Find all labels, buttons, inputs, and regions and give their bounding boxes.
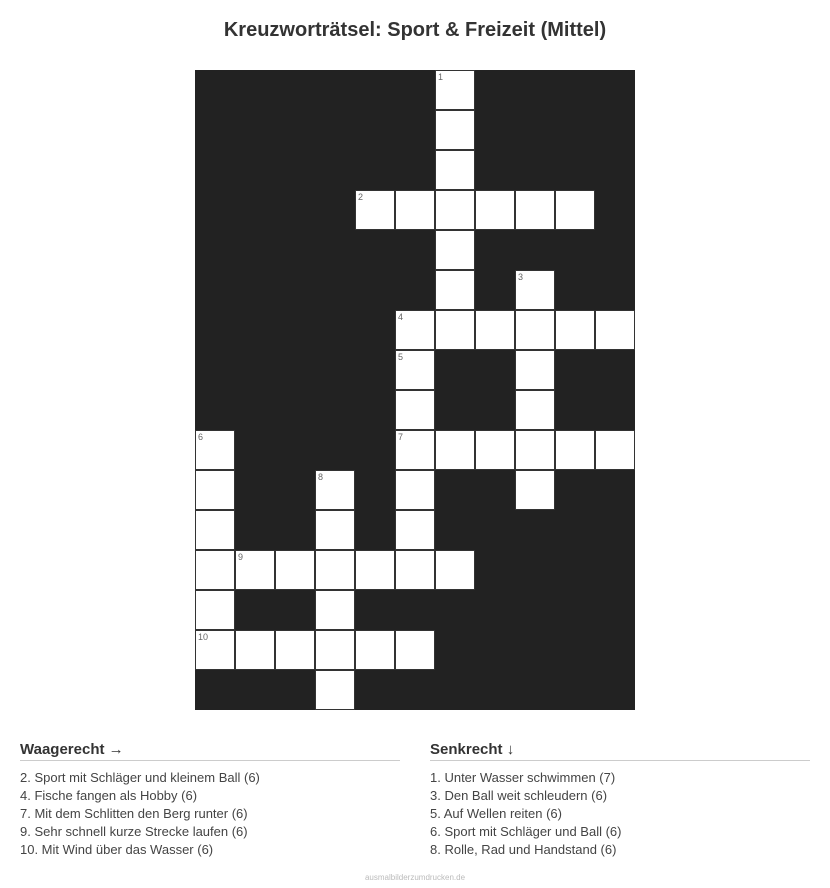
grid-cell[interactable]	[555, 190, 595, 230]
grid-cell[interactable]	[195, 630, 235, 670]
grid-cell[interactable]	[395, 550, 435, 590]
grid-cell[interactable]	[555, 310, 595, 350]
across-heading: Waagerecht →	[20, 741, 400, 761]
grid-cell[interactable]	[435, 270, 475, 310]
grid-cell[interactable]	[515, 310, 555, 350]
across-clues	[20, 741, 400, 859]
crossword-grid	[195, 70, 635, 710]
puzzle-title: Kreuzworträtsel: Sport & Freizeit (Mittel)	[223, 19, 607, 41]
grid-cell[interactable]	[475, 190, 515, 230]
grid-cell[interactable]	[315, 510, 355, 550]
clue-number: 9	[238, 552, 244, 562]
clue-number: 5	[398, 352, 404, 362]
clue-item: 4. Fische fangen als Hobby (6)	[20, 788, 198, 803]
grid-cell[interactable]	[435, 230, 475, 270]
grid-cell[interactable]	[395, 350, 435, 390]
grid-cell[interactable]	[395, 310, 435, 350]
grid-cell[interactable]	[355, 550, 395, 590]
grid-cell[interactable]	[595, 310, 635, 350]
clue-item: 5. Auf Wellen reiten (6)	[430, 806, 562, 821]
grid-cell[interactable]	[195, 550, 235, 590]
grid-cell[interactable]	[435, 110, 475, 150]
clue-number: 4	[398, 312, 404, 322]
grid-cell[interactable]	[195, 590, 235, 630]
clue-item: 10. Mit Wind über das Wasser (6)	[20, 842, 214, 857]
grid-cell[interactable]	[395, 430, 435, 470]
grid-cell[interactable]	[595, 430, 635, 470]
down-clue-list	[430, 769, 810, 859]
grid-cell[interactable]	[195, 430, 235, 470]
clue-number: 3	[518, 272, 524, 282]
grid-cell[interactable]	[195, 470, 235, 510]
clue-item: 7. Mit dem Schlitten den Berg runter (6)	[20, 806, 248, 821]
clue-item: 9. Sehr schnell kurze Strecke laufen (6)	[20, 824, 248, 839]
grid-cell[interactable]	[315, 670, 355, 710]
grid-cell[interactable]	[235, 630, 275, 670]
grid-cell[interactable]	[315, 550, 355, 590]
grid-cell[interactable]	[395, 470, 435, 510]
grid-cell[interactable]	[435, 550, 475, 590]
grid-cell[interactable]	[515, 430, 555, 470]
grid-cell[interactable]	[315, 470, 355, 510]
grid-cell[interactable]	[435, 150, 475, 190]
grid-cell[interactable]	[435, 190, 475, 230]
grid-cell[interactable]	[515, 350, 555, 390]
clue-number: 8	[318, 472, 324, 482]
grid-cell[interactable]	[515, 270, 555, 310]
clue-item: 3. Den Ball weit schleudern (6)	[430, 788, 608, 803]
grid-cell[interactable]	[275, 550, 315, 590]
clue-item: 8. Rolle, Rad und Handstand (6)	[430, 842, 617, 857]
clue-number: 2	[358, 192, 364, 202]
grid-cell[interactable]	[355, 190, 395, 230]
grid-cell[interactable]	[435, 70, 475, 110]
grid-cell[interactable]	[435, 310, 475, 350]
footer-credit: ausmalbilderzumdrucken.de	[364, 873, 466, 882]
grid-cell[interactable]	[195, 510, 235, 550]
grid-cell[interactable]	[515, 390, 555, 430]
grid-cell[interactable]	[475, 430, 515, 470]
grid-cell[interactable]	[515, 470, 555, 510]
clue-number: 10	[198, 632, 209, 642]
grid-cell[interactable]	[315, 630, 355, 670]
clue-item: 2. Sport mit Schläger und kleinem Ball (6)	[20, 770, 260, 785]
clue-item: 6. Sport mit Schläger und Ball (6)	[430, 824, 622, 839]
clue-item: 1. Unter Wasser schwimmen (7)	[430, 770, 616, 785]
grid-cell[interactable]	[435, 430, 475, 470]
down-heading: Senkrecht ↓	[430, 741, 810, 761]
clue-number: 7	[398, 432, 404, 442]
down-clues	[430, 741, 810, 859]
grid-cell[interactable]	[315, 590, 355, 630]
grid-cell[interactable]	[355, 630, 395, 670]
grid-cell[interactable]	[515, 190, 555, 230]
grid-cell[interactable]	[475, 310, 515, 350]
grid-cell[interactable]	[395, 630, 435, 670]
grid-cell[interactable]	[555, 430, 595, 470]
grid-cell[interactable]	[275, 630, 315, 670]
grid-cell[interactable]	[395, 510, 435, 550]
grid-cell[interactable]	[395, 190, 435, 230]
grid-cell[interactable]	[235, 550, 275, 590]
clue-number: 6	[198, 432, 204, 442]
clue-number: 1	[438, 72, 444, 82]
grid-cell[interactable]	[395, 390, 435, 430]
across-clue-list	[20, 769, 400, 859]
